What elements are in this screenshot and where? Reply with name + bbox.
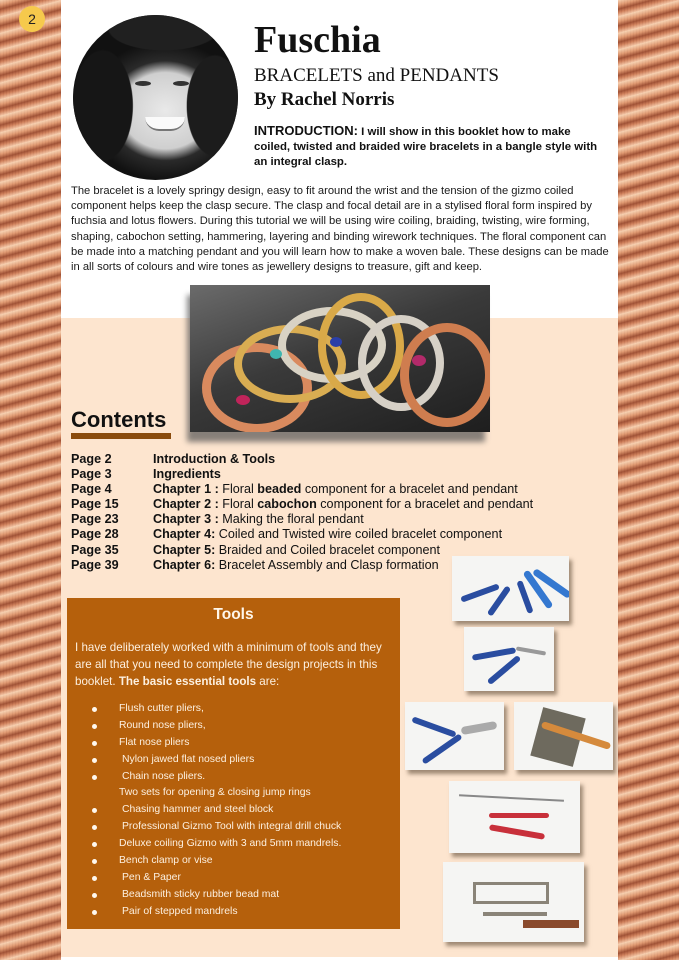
author-byline: By Rachel Norris xyxy=(254,89,395,110)
toc-entry-label xyxy=(153,543,440,558)
toc-row[interactable] xyxy=(71,482,533,497)
toc-page-number: Page 15 xyxy=(71,497,119,512)
tool-item xyxy=(67,887,400,904)
tool-item xyxy=(67,853,400,870)
author-portrait xyxy=(73,15,238,180)
tool-item xyxy=(67,735,400,752)
bullet-icon xyxy=(92,775,97,780)
copper-wire-border-left xyxy=(0,0,61,960)
toc-entry-label: Introduction & Tools xyxy=(153,452,276,466)
tools-panel xyxy=(67,598,400,929)
bead-cluster xyxy=(236,395,250,405)
tool-item-text: Professional Gizmo Tool with integral drill chuck xyxy=(122,821,342,833)
tool-item xyxy=(67,701,400,718)
tool-item-text: Chasing hammer and steel block xyxy=(122,804,274,816)
toc-entry-label xyxy=(153,497,533,512)
toc-chapter: Chapter 2 : xyxy=(153,497,219,512)
tool-item xyxy=(67,870,400,887)
toc-text: Braided and Coiled bracelet component xyxy=(215,542,441,557)
description-paragraph: The bracelet is a lovely springy design, easy to fit around the wrist and the tension of the gizmo coiled component helps keep the clasp secure. The clasp and focal detail are in a stylised floral form inspired by fuchsia and lotus flowers. During this tutorial we will be using wire coiling, braiding, twisting, wire forming, shaping, cabochon setting, hammering, layering and binding wirework techniques. The floral component can be made into a matching pendant and you will learn how to make a woven bale. These designs can be made in all sorts of colours and wire tones as jewellery designs to treasure, gift and keep. xyxy=(71,185,609,274)
toc-page-number: Page 4 xyxy=(71,482,112,497)
toc-emphasis: cabochon xyxy=(257,497,317,512)
toc-chapter: Chapter 1 : xyxy=(153,482,219,497)
gizmo-frame xyxy=(473,882,549,904)
portrait-hair xyxy=(73,15,238,180)
bullet-icon xyxy=(92,893,97,898)
toc-page-number: Page 39 xyxy=(71,557,119,572)
toc-text: component for a bracelet and pendant xyxy=(316,497,534,512)
bullet-icon xyxy=(92,825,97,830)
tool-item xyxy=(67,802,400,819)
gizmo-mandrels-photo xyxy=(449,781,580,853)
bullet-icon xyxy=(92,707,97,712)
plier-handle xyxy=(516,646,546,655)
toc-row[interactable] xyxy=(71,452,533,467)
toc-chapter: Chapter 4: xyxy=(153,527,216,542)
tool-item xyxy=(67,752,400,769)
plier-handle xyxy=(421,733,462,764)
portrait-eye xyxy=(135,81,151,86)
toc-entry-label xyxy=(153,482,518,497)
contents-heading: Contents xyxy=(71,407,167,432)
gizmo-plate xyxy=(523,920,579,928)
toc-row[interactable] xyxy=(71,467,533,482)
bullet-icon xyxy=(92,758,97,763)
plier-handle xyxy=(460,583,500,602)
toc-text: Coiled and Twisted wire coiled bracelet component xyxy=(215,527,503,542)
mandrel-handle xyxy=(489,813,549,818)
toc-row[interactable] xyxy=(71,512,533,527)
toc-text: Floral xyxy=(218,482,258,497)
tool-item-text: Bench clamp or vise xyxy=(119,855,213,867)
pliers-set-photo xyxy=(452,556,569,621)
tool-item-text: Chain nose pliers. xyxy=(122,770,206,782)
tools-intro-text: I have deliberately worked with a minimum of tools and they are all that you need to complete the design projects in this booklet. xyxy=(75,641,382,688)
contents-underline xyxy=(71,433,171,439)
tool-item-text: Two sets for opening & closing jump rings xyxy=(119,787,311,799)
tool-item xyxy=(67,769,400,786)
toc-chapter: Chapter 3 : xyxy=(153,512,219,527)
table-of-contents xyxy=(71,452,533,573)
bead-cluster xyxy=(270,349,282,359)
mandrel-rod xyxy=(459,794,564,801)
plier-handle xyxy=(461,721,498,735)
tools-heading: Tools xyxy=(213,606,254,623)
bead-cluster xyxy=(412,355,426,366)
introduction-paragraph xyxy=(254,123,599,170)
toc-entry-label xyxy=(153,558,439,573)
tools-intro-paragraph xyxy=(75,639,393,690)
tool-item xyxy=(67,836,400,853)
plier-handle xyxy=(487,655,521,685)
plier-handle xyxy=(472,647,516,661)
tool-item-text: Flat nose pliers xyxy=(119,736,190,748)
tool-item xyxy=(67,718,400,735)
introduction-label: INTRODUCTION: xyxy=(254,123,358,138)
toc-row[interactable] xyxy=(71,497,533,512)
tool-item-text: Pen & Paper xyxy=(122,871,181,883)
tools-intro-text: are: xyxy=(256,675,280,688)
booklet-title: Fuschia xyxy=(254,19,381,61)
tools-intro-emphasis: The basic essential tools xyxy=(118,675,257,688)
toc-page-number: Page 2 xyxy=(71,452,112,466)
bullet-icon xyxy=(92,842,97,847)
tool-item-note xyxy=(67,785,400,802)
toc-entry-label xyxy=(153,527,502,542)
gizmo-clamp xyxy=(483,912,547,916)
bullet-icon xyxy=(92,910,97,915)
toc-page-number: Page 3 xyxy=(71,467,112,482)
bullet-icon xyxy=(92,876,97,881)
plier-handle xyxy=(411,716,456,737)
toc-page-number: Page 35 xyxy=(71,542,119,557)
copper-wire-border-right xyxy=(618,0,679,960)
bracelets-hero-image xyxy=(190,285,490,432)
toc-text: Bracelet Assembly and Clasp formation xyxy=(215,557,439,572)
nylon-jaw-pliers-photo xyxy=(405,702,504,770)
chasing-hammer-photo xyxy=(514,702,613,770)
bullet-icon xyxy=(92,859,97,864)
tool-item-text: Flush cutter pliers, xyxy=(119,703,204,714)
mandrel-handle xyxy=(489,824,545,840)
toc-entry-label xyxy=(153,512,364,527)
booklet-page xyxy=(61,0,618,960)
chain-nose-pliers-photo xyxy=(464,627,554,691)
tool-item xyxy=(67,904,400,921)
toc-emphasis: beaded xyxy=(257,482,302,497)
toc-row[interactable] xyxy=(71,527,533,542)
toc-page-number: Page 28 xyxy=(71,527,119,542)
tool-item xyxy=(67,819,400,836)
bullet-icon xyxy=(92,741,97,746)
tool-item-text: Pair of stepped mandrels xyxy=(122,905,238,917)
toc-page-number: Page 23 xyxy=(71,512,119,527)
booklet-subtitle: BRACELETS and PENDANTS xyxy=(254,65,499,86)
toc-text: component for a bracelet and pendant xyxy=(301,482,518,497)
toc-chapter: Chapter 5: xyxy=(153,542,216,557)
tool-item-text: Nylon jawed flat nosed pliers xyxy=(122,753,255,765)
tool-item-text: Deluxe coiling Gizmo with 3 and 5mm mandrels. xyxy=(119,838,342,850)
bullet-icon xyxy=(92,808,97,813)
bead-cluster xyxy=(330,337,342,347)
toc-chapter: Chapter 6: xyxy=(153,557,216,572)
toc-text: Floral xyxy=(218,497,258,512)
toc-entry-label: Ingredients xyxy=(153,467,221,482)
bullet-icon xyxy=(92,724,97,729)
introduction-text: I will show in this booklet how to make coiled, twisted and braided wire bracelets in a bangle style with an integral clasp. xyxy=(254,126,598,168)
tool-item-text: Beadsmith sticky rubber bead mat xyxy=(122,888,280,900)
toc-text: Making the floral pendant xyxy=(218,512,364,527)
page-number-badge: 2 xyxy=(19,6,45,32)
portrait-eye xyxy=(173,81,189,86)
coiling-gizmo-clamp-photo xyxy=(443,862,584,942)
bangle-copper xyxy=(400,323,490,427)
tools-list xyxy=(67,701,400,921)
tool-item-text: Round nose pliers, xyxy=(119,719,206,731)
